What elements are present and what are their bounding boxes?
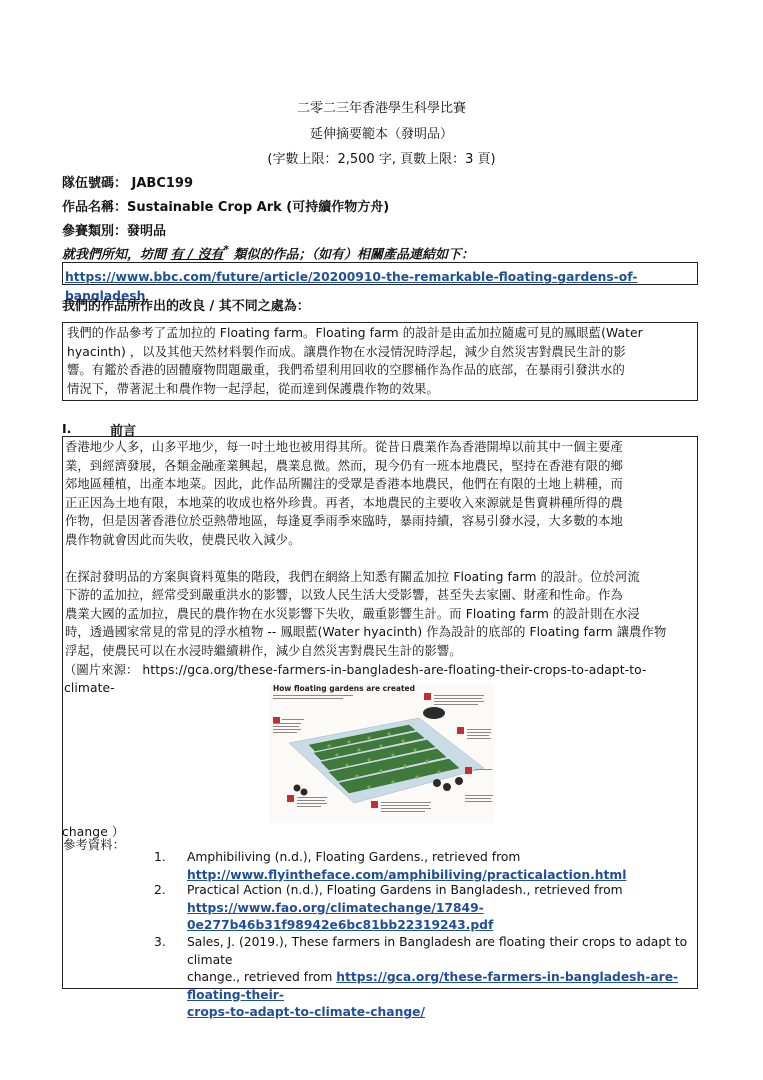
section-number: I. <box>62 421 72 436</box>
intro-line: 香港地少人多，山多平地少，每一吋土地也被用得其所。從昔日農業作為香港開埠以前其中一個主要產 <box>65 440 623 454</box>
image-source-end: change ） <box>62 825 125 839</box>
reference-text: Practical Action (n.d.), Floating Gardens in Bangladesh., retrieved from <box>187 883 623 897</box>
reference-link-cont[interactable]: 0e277b46b31f98942e6bc81bb22319243.pdf <box>187 918 494 932</box>
reference-text-cont: change., retrieved from <box>187 970 337 984</box>
intro-line: 浮起，使農民可以在水浸時繼續耕作，減少自然災害對農民生計的影響。 <box>65 643 462 658</box>
reference-link[interactable]: https://gca.org/these-farmers-in-bangladesh-are-floating-their- <box>187 970 679 1002</box>
improvement-line: 情況下，帶著泥土和農作物一起浮起，從而達到保護農作物的效果。 <box>67 381 439 396</box>
project-name: 作品名稱：Sustainable Crop Ark (可持續作物方舟) <box>62 200 390 215</box>
intro-line: 作物，但是因著香港位於亞熱帶地區，每逢夏季雨季來臨時，暴雨持續，容易引發水浸，大多數的本地 <box>65 514 623 529</box>
intro-line: 業，到經濟發展，各類金融產業興起，農業息微。然而，現今仍有一班本地農民，堅持在香港有限的鄉 <box>65 458 623 473</box>
contest-title: 二零二三年香港學生科學比賽 <box>296 101 466 116</box>
infographic-title: How floating gardens are created <box>273 684 416 693</box>
reference-number: 2. <box>154 883 166 897</box>
word-limit: (字數上限：2,500 字, 頁數上限：3 頁) <box>267 152 496 167</box>
reference-text: Amphibiliving (n.d.), Floating Gardens., retrieved from <box>187 850 521 864</box>
references-box <box>62 838 698 1019</box>
reference-link[interactable]: http://www.flyintheface.com/amphibiliving/practicalaction.html <box>187 867 627 882</box>
improvement-line: hyacinth) ，以及其他天然材料製作而成。讓農作物在水浸情況時浮起，減少自然災害對農民生計的影 <box>67 344 626 359</box>
floating-garden-infographic <box>269 683 494 823</box>
reference-item-3 <box>154 934 697 1022</box>
similar-star: * <box>223 243 230 256</box>
intro-line: 在探討發明品的方案與資料蒐集的階段，我們在網絡上知悉有關孟加拉 Floating farm 的設計。位於河流 <box>65 569 640 584</box>
intro-line: 農作物就會因此而失收，使農民收入減少。 <box>65 532 301 547</box>
intro-line: 正正因為土地有限，本地菜的收成也格外珍貴。再者，本地農民的主要收入來源就是售賣耕種所得的農 <box>65 495 623 510</box>
similar-choice: 有 / 沒有 <box>170 247 224 263</box>
similar-prefix: 就我們所知，坊間 <box>62 247 171 263</box>
reference-text: Sales, J. (2019.), These farmers in Bangladesh are floating their crops to adapt to climate <box>187 935 688 967</box>
infographic-svg <box>269 683 494 823</box>
intro-paragraph-2 <box>65 568 695 661</box>
image-source-line: （圖片來源： https://gca.org/these-farmers-in-bangladesh-are-floating-their-crops-to-adapt-to-climate- <box>64 662 647 696</box>
improvement-box <box>62 322 698 401</box>
template-subtitle: 延伸摘要範本（發明品） <box>309 127 453 142</box>
reference-item-1 <box>154 849 627 884</box>
reference-item-2 <box>154 882 623 935</box>
improvement-line: 我們的作品參考了孟加拉的 Floating farm。Floating farm 的設計是由孟加拉隨處可見的鳳眼藍(Water <box>67 326 643 340</box>
intro-line: 郊地區種植，出產本地菜。因此，此作品所關注的受眾是香港本地農民，他們在有限的土地上耕種，而 <box>65 477 623 492</box>
reference-number: 1. <box>154 850 166 864</box>
improvement-line: 響。有鑑於香港的固體廢物問題嚴重，我們希望利用回收的空膠桶作為作品的底部，在暴雨引發洪水的 <box>67 363 625 378</box>
improvement-heading: 我們的作品所作出的改良 / 其不同之處為： <box>62 299 310 314</box>
reference-link-cont[interactable]: crops-to-adapt-to-climate-change/ <box>187 1005 425 1019</box>
references-label: 參考資料： <box>63 838 125 852</box>
team-number: 隊伍號碼： JABC199 <box>62 176 194 191</box>
related-product-link[interactable]: https://www.bbc.com/future/article/20200910-the-remarkable-floating-gardens-of-bangladesh <box>65 270 638 303</box>
section-title: 前言 <box>110 424 137 439</box>
introduction-box <box>62 436 698 842</box>
similar-suffix: 類似的作品；（如有）相關產品連結如下： <box>229 247 475 263</box>
related-link-box <box>62 262 698 303</box>
similar-products-statement <box>62 243 474 262</box>
reference-number: 3. <box>154 935 166 949</box>
intro-line: 下游的孟加拉，經常受到嚴重洪水的影響，以致人民生活大受影響，甚至失去家園、財產和性命。作為 <box>65 588 623 603</box>
intro-paragraph-1 <box>65 438 695 550</box>
entry-category: 參賽類別：發明品 <box>62 224 167 239</box>
intro-line: 農業大國的孟加拉，農民的農作物在水災影響下失收，嚴重影響生計。而 Floating farm 的設計則在水浸 <box>65 606 640 621</box>
reference-link[interactable]: https://www.fao.org/climatechange/17849- <box>187 900 484 915</box>
intro-line: 時，透過國家常見的常見的浮水植物 -- 鳳眼藍(Water hyacinth) 作為設計的底部的 Floating farm 讓農作物 <box>65 625 667 640</box>
